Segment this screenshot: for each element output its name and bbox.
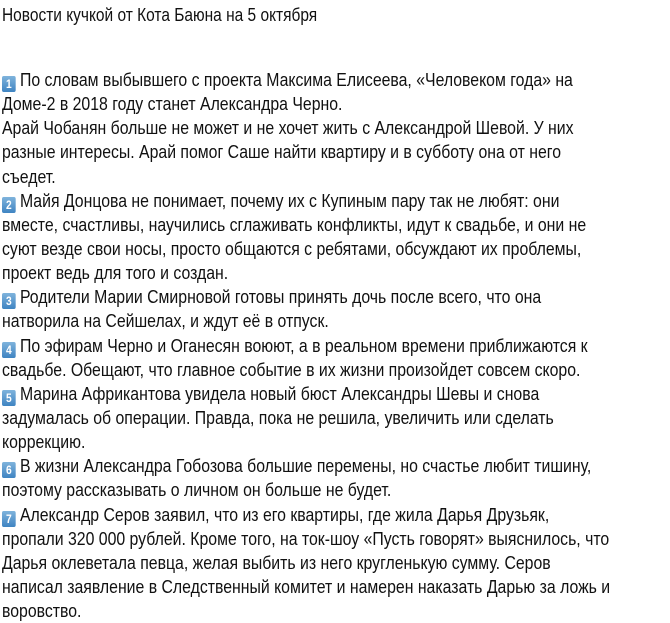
news-text: Дарья оклеветала певца, желая выбить из него кругленькую сумму. Серов <box>2 551 551 573</box>
news-text: Александр Серов заявил, что из его квартиры, где жила Дарья Друзьяк, <box>19 503 550 525</box>
news-text: проект ведь для того и создан. <box>2 262 229 284</box>
news-line <box>2 213 610 237</box>
news-line <box>2 334 610 358</box>
news-item <box>2 382 670 454</box>
page-title: Новости кучкой от Кота Баюна на 5 октября <box>2 5 318 25</box>
news-line <box>2 165 610 189</box>
news-text: Доме-2 в 2018 году станет Александра Черно. <box>2 93 343 115</box>
news-text: воровство. <box>2 600 82 622</box>
news-line <box>2 358 610 382</box>
number-badge-icon: 2 <box>2 197 16 213</box>
news-text: Марина Африкантова увидела новый бюст Александры Шевы и снова <box>19 382 540 404</box>
news-line <box>2 140 610 164</box>
news-text: Родители Марии Смирновой готовы принять дочь после всего, что она <box>19 286 542 308</box>
news-line <box>2 503 610 527</box>
news-text: свадьбе. Обещают, что главное событие в их жизни произойдет совсем скоро. <box>2 358 581 380</box>
number-badge-icon: 4 <box>2 342 16 358</box>
news-item <box>2 189 670 286</box>
news-line <box>2 599 610 623</box>
number-badge-icon: 1 <box>2 76 16 92</box>
news-line <box>2 261 610 285</box>
news-text: натворила на Сейшелах, и ждут её в отпуск. <box>2 310 329 332</box>
news-line <box>2 237 610 261</box>
news-text: коррекцию. <box>2 431 86 453</box>
news-text: вместе, счастливы, научились сглаживать конфликты, идут к свадьбе, и они не <box>2 213 587 235</box>
news-line <box>2 68 610 92</box>
news-text: суют везде свои носы, просто общаются с ребятами, обсуждают их проблемы, <box>2 237 582 259</box>
news-line <box>2 478 610 502</box>
news-line <box>2 116 610 140</box>
news-text: пропали 320 000 рублей. Кроме того, на ток-шоу «Пусть говорят» выяснилось, что <box>2 527 610 549</box>
news-text: поэтому рассказывать о личном он больше не будет. <box>2 479 392 501</box>
news-line <box>2 406 610 430</box>
news-text: разные интересы. Арай помог Саше найти квартиру и в субботу она от него <box>2 141 562 163</box>
news-line <box>2 454 610 478</box>
news-line <box>2 430 610 454</box>
news-text: По эфирам Черно и Оганесян воюют, а в реальном времени приближаются к <box>19 334 588 356</box>
news-text: Арай Чобанян больше не может и не хочет жить с Александрой Шевой. У них <box>2 117 574 139</box>
news-text: задумалась об операции. Правда, пока не решила, увеличить или сделать <box>2 406 554 428</box>
number-badge-icon: 6 <box>2 462 16 478</box>
news-line <box>2 382 610 406</box>
number-badge-icon: 3 <box>2 293 16 309</box>
number-badge-icon: 7 <box>2 511 16 527</box>
news-line <box>2 189 610 213</box>
news-line <box>2 285 610 309</box>
news-text: Майя Донцова не понимает, почему их с Купиным пару так не любят: они <box>19 189 560 211</box>
news-item <box>2 334 670 382</box>
number-badge-icon: 5 <box>2 390 16 406</box>
news-text: В жизни Александра Гобозова большие перемены, но счастье любит тишину, <box>19 455 592 477</box>
news-line <box>2 551 610 575</box>
news-line <box>2 527 610 551</box>
news-line <box>2 92 610 116</box>
news-item <box>2 454 670 502</box>
news-text: По словам выбывшего с проекта Максима Елисеева, «Человеком года» на <box>19 69 573 90</box>
news-text: написал заявление в Следственный комитет и намерен наказать Дарью за ложь и <box>2 575 611 597</box>
news-line <box>2 309 610 333</box>
news-item <box>2 68 670 189</box>
news-list <box>2 68 670 623</box>
news-text: съедет. <box>2 165 56 187</box>
news-item <box>2 285 670 333</box>
news-item <box>2 503 670 623</box>
news-line <box>2 575 610 599</box>
